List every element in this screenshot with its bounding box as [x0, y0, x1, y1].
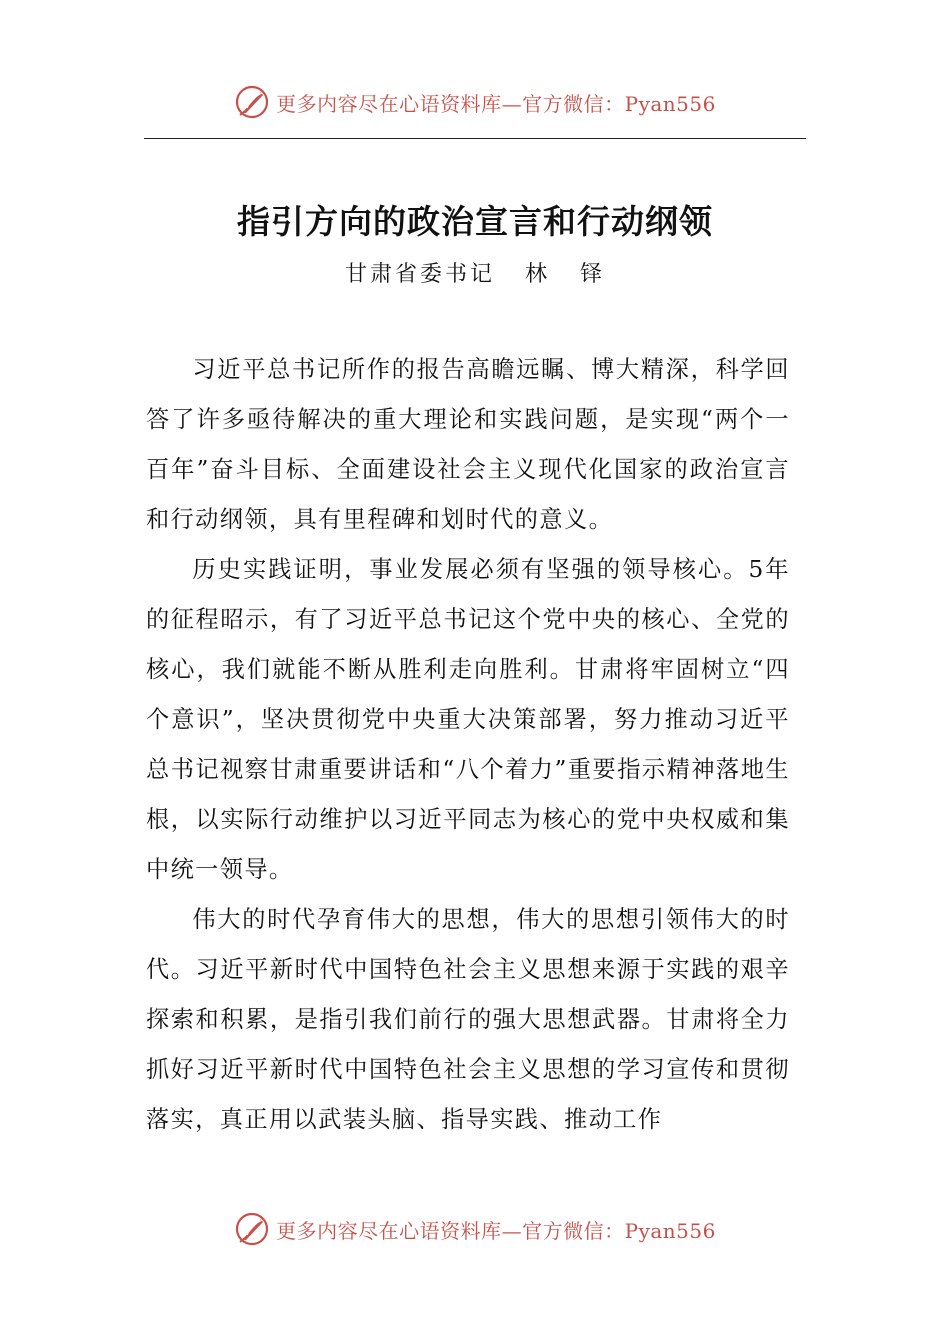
document-title: 指引方向的政治宣言和行动纲领 — [237, 202, 713, 241]
body-paragraph: 伟大的时代孕育伟大的思想，伟大的思想引领伟大的时代。习近平新时代中国特色社会主义思想来源于实践的艰辛探索和积累，是指引我们前行的强大思想武器。甘肃将全力抓好习近平新时代中国特色社会主义思想的学习宣传和贯彻落实，真正用以武装头脑、指导实践、推动工作 — [146, 906, 790, 1133]
banner-text: 更多内容尽在心语资料库—官方微信：Pyan556 — [276, 1218, 716, 1243]
body-paragraph: 习近平总书记所作的报告高瞻远瞩、博大精深，科学回答了许多亟待解决的重大理论和实践问题，是实现“两个一百年”奋斗目标、全面建设社会主义现代化国家的政治宣言和行动纲领，具有里程碑和划时代的意义。 — [146, 356, 790, 533]
quill-logo-icon — [234, 84, 270, 120]
header-divider — [144, 138, 806, 139]
quill-logo-icon — [234, 1211, 270, 1247]
header-banner — [0, 82, 950, 122]
document-author: 甘肃省委书记 林 铎 — [345, 262, 605, 287]
footer-banner — [0, 1209, 950, 1249]
document-body — [146, 345, 790, 1145]
banner-text: 更多内容尽在心语资料库—官方微信：Pyan556 — [276, 91, 716, 116]
body-paragraph: 历史实践证明，事业发展必须有坚强的领导核心。5年的征程昭示，有了习近平总书记这个党中央的核心、全党的核心，我们就能不断从胜利走向胜利。甘肃将牢固树立“四个意识”，坚决贯彻党中央重大决策部署，努力推动习近平总书记视察甘肃重要讲话和“八个着力”重要指示精神落地生根，以实际行动维护以习近平同志为核心的党中央权威和集中统一领导。 — [146, 556, 790, 883]
